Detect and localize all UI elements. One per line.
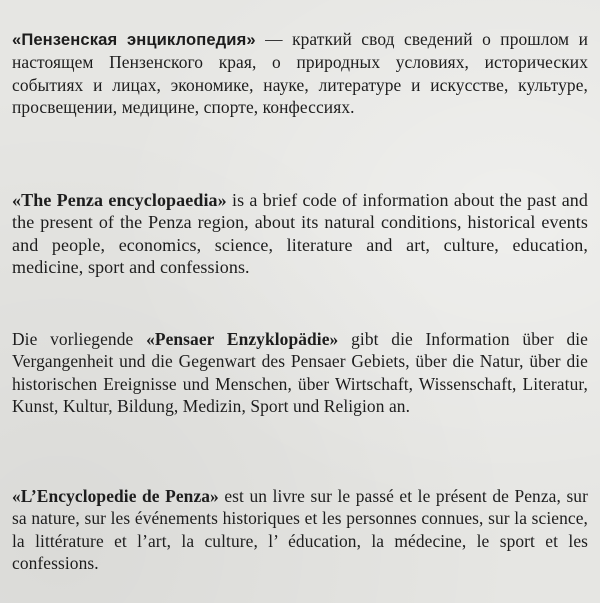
paragraph-german bbox=[12, 328, 588, 417]
title-french: «L’Encyclopedie de Penza» bbox=[12, 486, 219, 506]
body-french: est un livre sur le passé et le présent de Penza, sur sa nature, sur les événements historiques et les personnes connues, sur la science, la littérature et l’art, la culture, l’ éducation, la médecine, le sport et les confessions. bbox=[12, 486, 588, 573]
body-russian: — краткий свод сведений о прошлом и настоящем Пензенского края, о природных условиях, исторических событиях и лицах, экономике, науке, литературе и искусстве, культуре, просвещении, медицине, спорте, конфессиях. bbox=[12, 29, 588, 117]
body-english: is a brief code of information about the past and the present of the Penza region, about its natural conditions, historical events and people, economics, science, literature and art, culture, education, medicine, sport and confessions. bbox=[12, 190, 588, 277]
title-english: «The Penza encyclopaedia» bbox=[12, 190, 227, 210]
prefix-german: Die vorliegende bbox=[12, 329, 147, 349]
paragraph-english bbox=[12, 189, 588, 278]
title-russian: «Пензенская энциклопедия» bbox=[12, 30, 256, 49]
body-german: gibt die Information über die Vergangenheit und die Gegenwart des Pensaer Gebiets, über die Natur, über die historischen Ereignisse und Menschen, über Wirtschaft, Wissenschaft, Literatur, Kunst, Kultur, Bildung, Medizin, Sport und Religion an. bbox=[12, 329, 589, 416]
paragraph-french bbox=[12, 485, 588, 574]
paragraph-russian bbox=[12, 28, 588, 118]
title-german: «Pensaer Enzyklopädie» bbox=[146, 329, 339, 349]
